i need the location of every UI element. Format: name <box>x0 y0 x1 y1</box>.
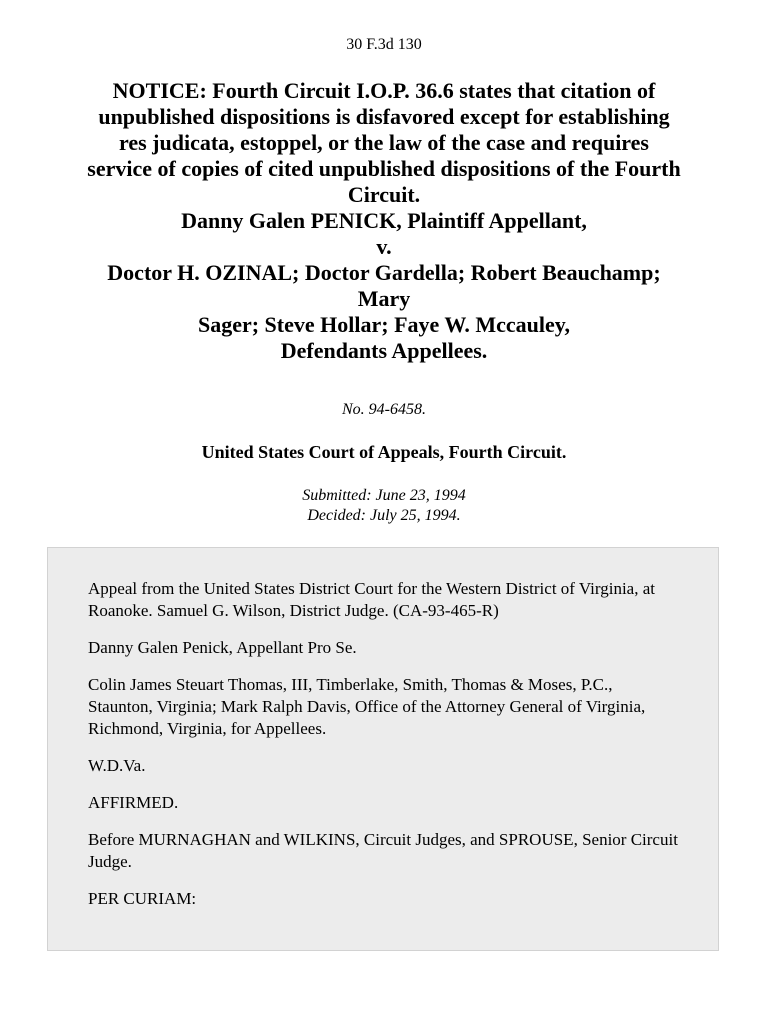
docket-number: No. 94-6458. <box>342 401 426 418</box>
case-dates <box>0 486 768 526</box>
plaintiff-line: Danny Galen PENICK, Plaintiff Appellant, <box>181 208 587 233</box>
case-summary-box <box>47 547 719 951</box>
notice-line: Circuit. <box>347 182 421 207</box>
disposition-paragraph: AFFIRMED. <box>88 793 179 812</box>
court-name: United States Court of Appeals, Fourth Circuit. <box>201 442 567 462</box>
submitted-date: Submitted: June 23, 1994 <box>302 487 466 504</box>
defendant-line: Doctor H. OZINAL; Doctor Gardella; Robert Beauchamp; <box>107 260 661 285</box>
lower-court-paragraph: W.D.Va. <box>88 756 146 775</box>
notice-line: NOTICE: Fourth Circuit I.O.P. 36.6 states that citation of <box>112 78 656 103</box>
notice-line: unpublished dispositions is disfavored except for establishing <box>98 104 670 129</box>
appeal-from-paragraph: Appeal from the United States District Court for the Western District of Virginia, at Roanoke. Samuel G. Wilson, District Judge. (CA-93-465-R) <box>88 579 655 620</box>
appellee-counsel-paragraph: Colin James Steuart Thomas, III, Timberlake, Smith, Thomas & Moses, P.C., Staunton, Virginia; Mark Ralph Davis, Office of the Attorney General of Virginia, Richmond, Virginia, for Appellees. <box>88 675 646 738</box>
defendant-line: Mary <box>357 286 411 311</box>
panel-paragraph: Before MURNAGHAN and WILKINS, Circuit Judges, and SPROUSE, Senior Circuit Judge. <box>88 830 678 871</box>
notice-line: service of copies of cited unpublished dispositions of the Fourth <box>87 156 681 181</box>
notice-line: res judicata, estoppel, or the law of the case and requires <box>118 130 649 155</box>
decided-date: Decided: July 25, 1994. <box>307 507 461 524</box>
appellant-counsel-paragraph: Danny Galen Penick, Appellant Pro Se. <box>88 638 357 657</box>
defendant-line: Defendants Appellees. <box>280 338 488 363</box>
case-citation: 30 F.3d 130 <box>346 36 422 53</box>
versus-line: v. <box>376 234 392 259</box>
per-curiam-paragraph: PER CURIAM: <box>88 889 197 908</box>
case-caption <box>40 78 728 364</box>
defendant-line: Sager; Steve Hollar; Faye W. Mccauley, <box>197 312 571 337</box>
